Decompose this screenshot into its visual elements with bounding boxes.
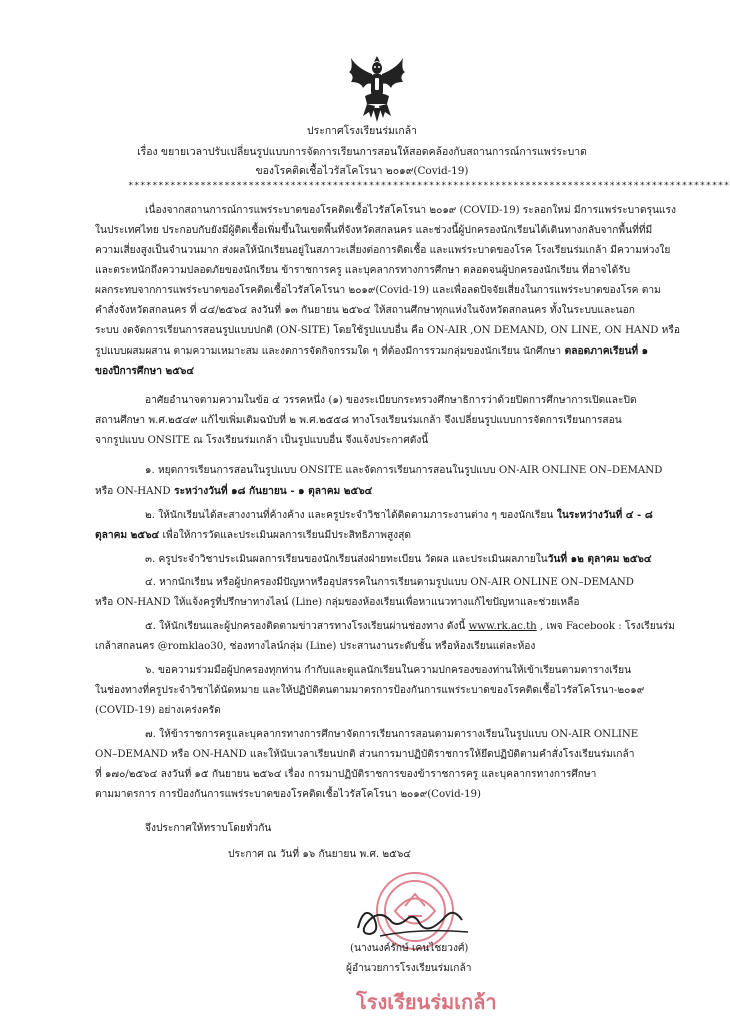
school-website-link[interactable]: www.rk.ac.th (468, 621, 537, 632)
announcement-title: ประกาศโรงเรียนร่มเกล้า (306, 125, 417, 137)
body-line: คำสั่งจังหวัดสกลนคร ที่ ๔๔/๒๕๖๔ ลงวันที่ ๑๓ กันยายน ๒๕๖๔ ให้สถานศึกษาทุกแห่งในจังหวัดสกลนคร ทั้งในระบบและนอก (95, 305, 635, 316)
closing-announce: จึงประกาศให้ทราบโดยทั่วกัน (145, 823, 272, 834)
stamp-text: โรงเรียนร่มเกล้า (356, 990, 497, 1014)
body-line: อาศัยอำนาจตามความในข้อ ๔ วรรคหนึ่ง (๑) ของระเบียบกระทรวงศึกษาธิการว่าด้วยปิดการศึกษาการเปิดและปิด (145, 395, 637, 406)
separator-stars: **************************************************************************************************** (128, 181, 730, 191)
body-line: จากรูปแบบ ONSITE ณ โรงเรียนร่มเกล้า เป็นรูปแบบอื่น จึงแจ้งประกาศดังนี้ (95, 435, 429, 446)
list-item-1-cont: หรือ ON-HAND ระหว่างวันที่ ๑๘ กันยายน - ๑ ตุลาคม ๒๕๖๔ (95, 485, 373, 497)
list-item-4-cont: หรือ ON-HAND ให้แจ้งครูที่ปรึกษาทางไลน์ (Line) กลุ่มของห้องเรียนเพื่อหาแนวทางแก้ไขปัญหาและช่วยเหลือ (95, 597, 580, 608)
subject-line-2: ของโรคติดเชื้อไวรัสโคโรนา ๒๐๑๙(Covid-19) (255, 165, 469, 177)
list-item-5: ๕. ให้นักเรียนและผู้ปกครองติดตามข่าวสารทางโรงเรียนผ่านช่องทาง ดังนี้ www.rk.ac.th , เพจ Facebook : โรงเรียนร่ม (145, 621, 675, 632)
body-line: รูปแบบผสมผสาน ตามความเหมาะสม และงดการจัดกิจกรรมใด ๆ ที่ต้องมีการรวมกลุ่มของนักเรียน นักศึกษา ตลอดภาคเรียนที่ ๑ (95, 345, 649, 357)
body-line: สถานศึกษา พ.ศ.๒๕๔๙ แก้ไขเพิ่มเติมฉบับที่ ๒ พ.ศ.๒๕๕๘ ทางโรงเรียนร่มเกล้า จึงเปลี่ยนรูปแบบการจัดการเรียนการสอน (95, 415, 622, 426)
list-item-7-cont: ที่ ๑๗๐/๒๕๖๔ ลงวันที่ ๑๕ กันยายน ๒๕๖๔ เรื่อง การมาปฏิบัติราชการของข้าราชการครู และบุคลากรทางการศึกษา (95, 769, 597, 780)
body-line: ในประเทศไทย ประกอบกับยังมีผู้ติดเชื้อเพิ่มขึ้นในเขตพื้นที่จังหวัดสกลนคร และช่วงนี้ผู้ปกครองนักเรียนได้เดินทางกลับจากพื้นที่ที่มี (95, 225, 653, 236)
body-line: ความเสี่ยงสูงเป็นจำนวนมาก ส่งผลให้นักเรียนอยู่ในสภาวะเสี่ยงต่อการติดเชื้อ และแพร่ระบาดของโรค โรงเรียนร่มเกล้า มีความห่วงใย (95, 245, 671, 256)
list-item-2: ๒. ให้นักเรียนได้สะสางงานที่ค้างค้าง และครูประจำวิชาได้ติดตามภาระงานต่าง ๆ ของนักเรียน ในระหว่างวันที่ ๔ - ๘ (145, 509, 653, 521)
list-item-6-cont: (COVID-19) อย่างเคร่งครัด (95, 705, 221, 716)
list-item-6-cont: ในช่องทางที่ครูประจำวิชาได้นัดหมาย และให้ปฏิบัติตนตามมาตรการป้องกันการแพร่ระบาดของโรคติดเชื้อไวรัสโคโรนา-๒๐๑๙ (95, 685, 645, 696)
list-item-3: ๓. ครูประจำวิชาประเมินผลการเรียนของนักเรียนส่งฝ่ายทะเบียน วัดผล และประเมินผลภายในวันที่ ๑๒ ตุลาคม ๒๕๖๔ (145, 553, 652, 565)
list-item-7: ๗. ให้ข้าราชการครูและบุคลากรทางการศึกษาจัดการเรียนการสอนตามตารางเรียนในรูปแบบ ON-AIR ONLINE (145, 729, 639, 740)
body-line: เนื่องจากสถานการณ์การแพร่ระบาดของโรคติดเชื้อไวรัสโคโรนา ๒๐๑๙ (COVID-19) ระลอกใหม่ มีการแพร่ระบาดรุนแรง (145, 205, 676, 216)
bold-text: วันที่ ๑๒ ตุลาคม ๒๕๖๔ (547, 553, 652, 565)
body-line: และตระหนักถึงความปลอดภัยของนักเรียน ข้าราชการครู และบุคลากรทางการศึกษา ตลอดจนผู้ปกครองนักเรียน ที่อาจได้รับ (95, 265, 631, 276)
subject-line-1: เรื่อง ขยายเวลาปรับเปลี่ยนรูปแบบการจัดการเรียนการสอนให้สอดคล้องกับสถานการณ์การแพร่ระบาด (137, 146, 587, 158)
body-line-bold: ของปีการศึกษา ๒๕๖๔ (95, 365, 195, 377)
handwritten-signature-icon (350, 898, 480, 946)
announcement-date: ประกาศ ณ วันที่ ๑๖ กันยายน พ.ศ. ๒๕๖๔ (228, 849, 411, 860)
signer-name: (นางนงค์รักษ์ เคนไชยวงศ์) (350, 943, 469, 954)
list-item-2-cont: ตุลาคม ๒๕๖๔ เพื่อให้การวัดและประเมินผลการเรียนมีประสิทธิภาพสูงสุด (95, 529, 411, 541)
garuda-emblem-icon (347, 52, 407, 124)
list-item-1: ๑. หยุดการเรียนการสอนในรูปแบบ ONSITE และจัดการเรียนการสอนในรูปแบบ ON-AIR ONLINE ON–DEMAND (145, 465, 663, 476)
body-line: ระบบ งดจัดการเรียนการสอนรูปแบบปกติ (ON-SITE) โดยใช้รูปแบบอื่น คือ ON-AIR ,ON DEMAND, ON LINE, ON HAND หรือ (95, 325, 680, 336)
bold-text: ในระหว่างวันที่ ๔ - ๘ (553, 509, 653, 521)
list-item-7-cont: ON–DEMAND หรือ ON-HAND และให้นับเวลาเรียนปกติ ส่วนการมาปฏิบัติราชการให้ยึดปฏิบัติตามคำสั่งโรงเรียนร่มเกล้า (95, 749, 635, 760)
body-line: ผลกระทบจากการแพร่ระบาดของโรคติดเชื้อไวรัสโคโรนา ๒๐๑๙(Covid-19) และเพื่อลดปัจจัยเสี่ยงในการแพร่ระบาดของโรค ตาม (95, 285, 661, 296)
signer-title: ผู้อำนวยการโรงเรียนร่มเกล้า (346, 963, 472, 974)
bold-text: ตลอดภาคเรียนที่ ๑ (561, 345, 649, 357)
list-item-5-cont: เกล้าสกลนคร @romklao30, ช่องทางไลน์กลุ่ม (Line) ประสานงานระดับชั้น หรือห้องเรียนแต่ละห้อง (95, 641, 536, 652)
bold-text: ระหว่างวันที่ ๑๘ กันยายน - ๑ ตุลาคม ๒๕๖๔ (170, 485, 373, 497)
list-item-7-cont: ตามมาตรการ การป้องกันการแพร่ระบาดของโรคติดเชื้อไวรัสโคโรนา ๒๐๑๙(Covid-19) (95, 789, 482, 800)
list-item-6: ๖. ขอความร่วมมือผู้ปกครองทุกท่าน กำกับและดูแลนักเรียนในความปกครองของท่านให้เข้าเรียนตามตารางเรียน (145, 665, 632, 676)
list-item-4: ๔. หากนักเรียน หรือผู้ปกครองมีปัญหาหรืออุปสรรคในการเรียนตามรูปแบบ ON-AIR ONLINE ON–DEMAND (145, 577, 634, 588)
